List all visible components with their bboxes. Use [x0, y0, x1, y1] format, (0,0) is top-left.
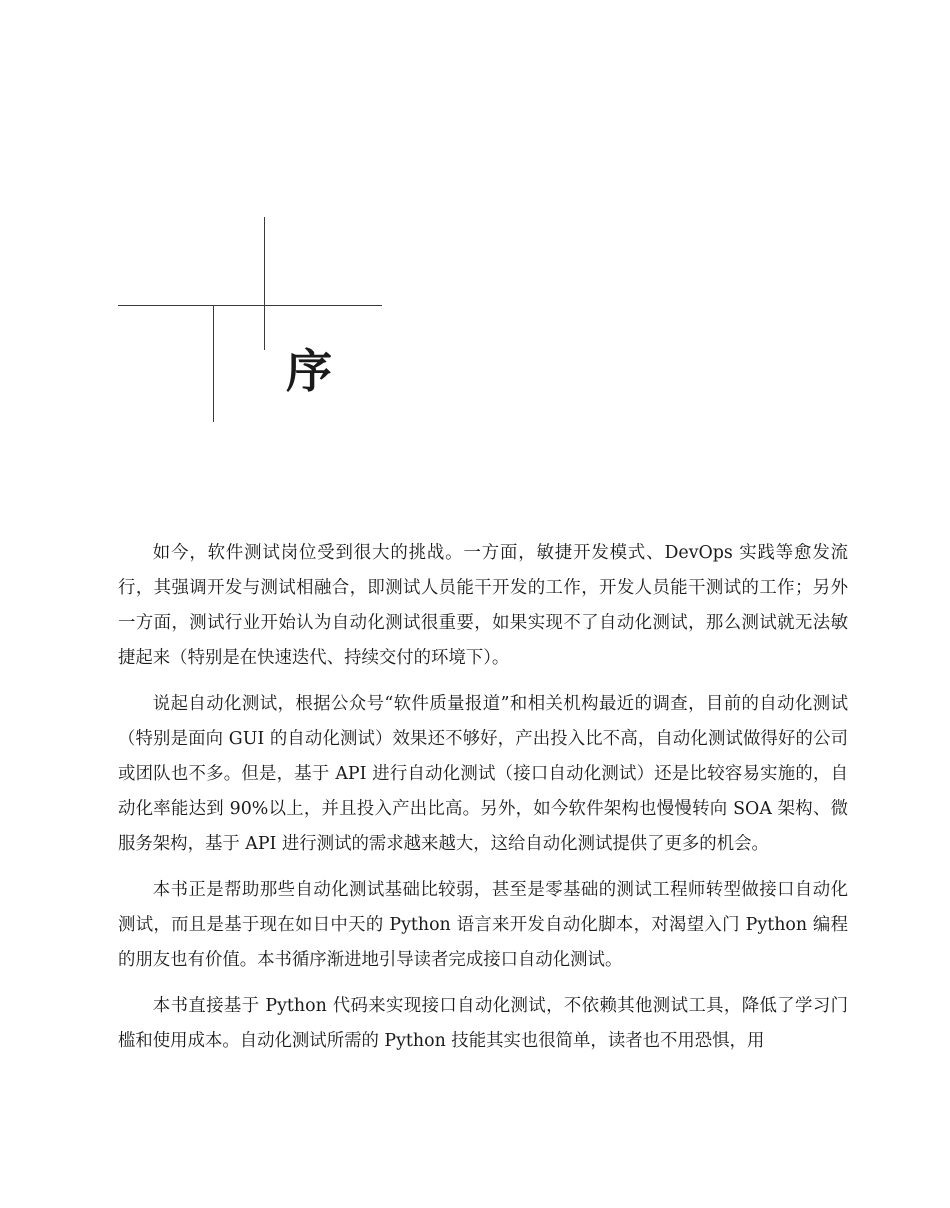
- decorative-horizontal-rule: [118, 305, 382, 306]
- body-text: [118, 536, 848, 1070]
- paragraph-3: 本书正是帮助那些自动化测试基础比较弱，甚至是零基础的测试工程师转型做接口自动化测试，而且是基于现在如日中天的 Python 语言来开发自动化脚本，对渴望入门 Python 编程的朋友也有价值。本书循序渐进地引导读者完成接口自动化测试。: [118, 880, 848, 970]
- decorative-vertical-rule-lower: [213, 306, 214, 422]
- paragraph-1: 如今，软件测试岗位受到很大的挑战。一方面，敏捷开发模式、DevOps 实践等愈发流行，其强调开发与测试相融合，即测试人员能干开发的工作，开发人员能干测试的工作；另外一方面，测试行业开始认为自动化测试很重要，如果实现不了自动化测试，那么测试就无法敏捷起来（特别是在快速迭代、持续交付的环境下）。: [118, 543, 848, 668]
- decorative-vertical-rule-upper: [264, 217, 265, 350]
- paragraph-2: 说起自动化测试，根据公众号“软件质量报道”和相关机构最近的调查，目前的自动化测试（特别是面向 GUI 的自动化测试）效果还不够好，产出投入比不高，自动化测试做得好的公司或团队也不多。但是，基于 API 进行自动化测试（接口自动化测试）还是比较容易实施的，自动化率能达到 90%以上，并且投入产出比高。另外，如今软件架构也慢慢转向 SOA 架构、微服务架构，基于 API 进行测试的需求越来越大，这给自动化测试提供了更多的机会。: [118, 694, 848, 854]
- chapter-title: 序: [286, 344, 332, 398]
- paragraph-4: 本书直接基于 Python 代码来实现接口自动化测试，不依赖其他测试工具，降低了学习门槛和使用成本。自动化测试所需的 Python 技能其实也很简单，读者也不用恐惧，用: [118, 996, 848, 1051]
